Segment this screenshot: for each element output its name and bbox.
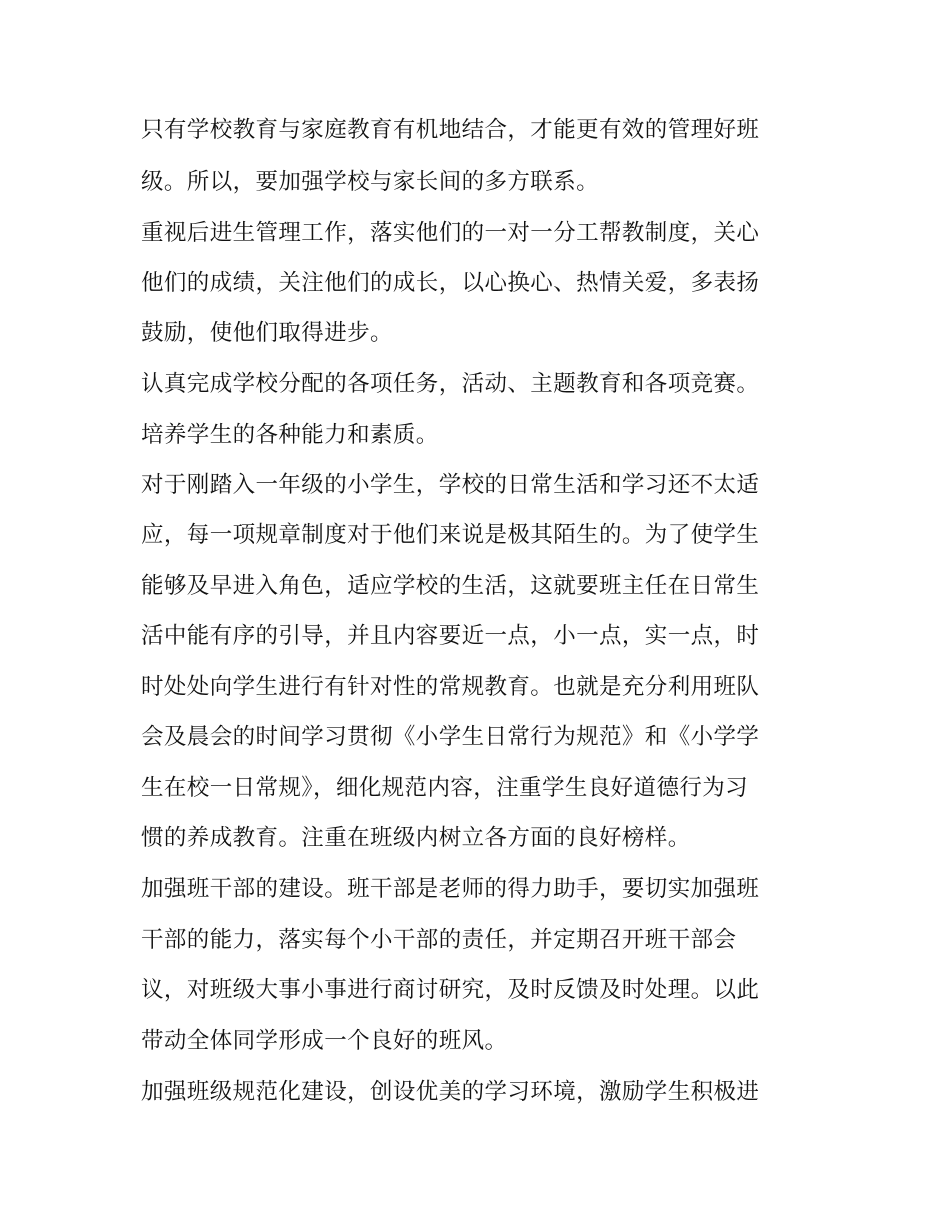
text-line: 重视后进生管理工作，落实他们的一对一分工帮教制度，关心 — [141, 220, 760, 246]
text-line: 鼓励，使他们取得进步。 — [141, 320, 393, 346]
text-line: 加强班干部的建设。班干部是老师的得力助手，要切实加强班 — [141, 876, 760, 902]
text-line: 议，对班级大事小事进行商讨研究，及时反馈及时处理。以此 — [141, 977, 760, 1003]
text-line: 能够及早进入角色，适应学校的生活，这就要班主任在日常生 — [141, 573, 760, 599]
text-line: 培养学生的各种能力和素质。 — [141, 422, 439, 448]
text-line: 时处处向学生进行有针对性的常规教育。也就是充分利用班队 — [141, 674, 760, 700]
text-line: 他们的成绩，关注他们的成长，以心换心、热情关爱，多表扬 — [141, 270, 760, 296]
text-line: 加强班级规范化建设，创设优美的学习环境，激励学生积极进 — [141, 1079, 760, 1105]
text-line: 生在校一日常规》，细化规范内容，注重学生良好道德行为习 — [141, 775, 749, 801]
text-line: 对于刚踏入一年级的小学生，学校的日常生活和学习还不太适 — [141, 472, 760, 498]
text-line: 带动全体同学形成一个良好的班风。 — [141, 1028, 508, 1054]
text-line: 活中能有序的引导，并且内容要近一点，小一点，实一点，时 — [141, 623, 760, 649]
text-line: 会及晨会的时间学习贯彻《小学生日常行为规范》和《小学学 — [141, 724, 760, 750]
text-line: 惯的养成教育。注重在班级内树立各方面的良好榜样。 — [141, 825, 691, 851]
text-line: 认真完成学校分配的各项任务，活动、主题教育和各项竞赛。 — [141, 371, 760, 397]
text-line: 干部的能力，落实每个小干部的责任，并定期召开班干部会 — [141, 927, 737, 953]
text-line: 应，每一项规章制度对于他们来说是极其陌生的。为了使学生 — [141, 522, 760, 548]
text-line: 级。所以，要加强学校与家长间的多方联系。 — [141, 169, 600, 195]
text-line: 只有学校教育与家庭教育有机地结合，才能更有效的管理好班 — [141, 117, 760, 143]
